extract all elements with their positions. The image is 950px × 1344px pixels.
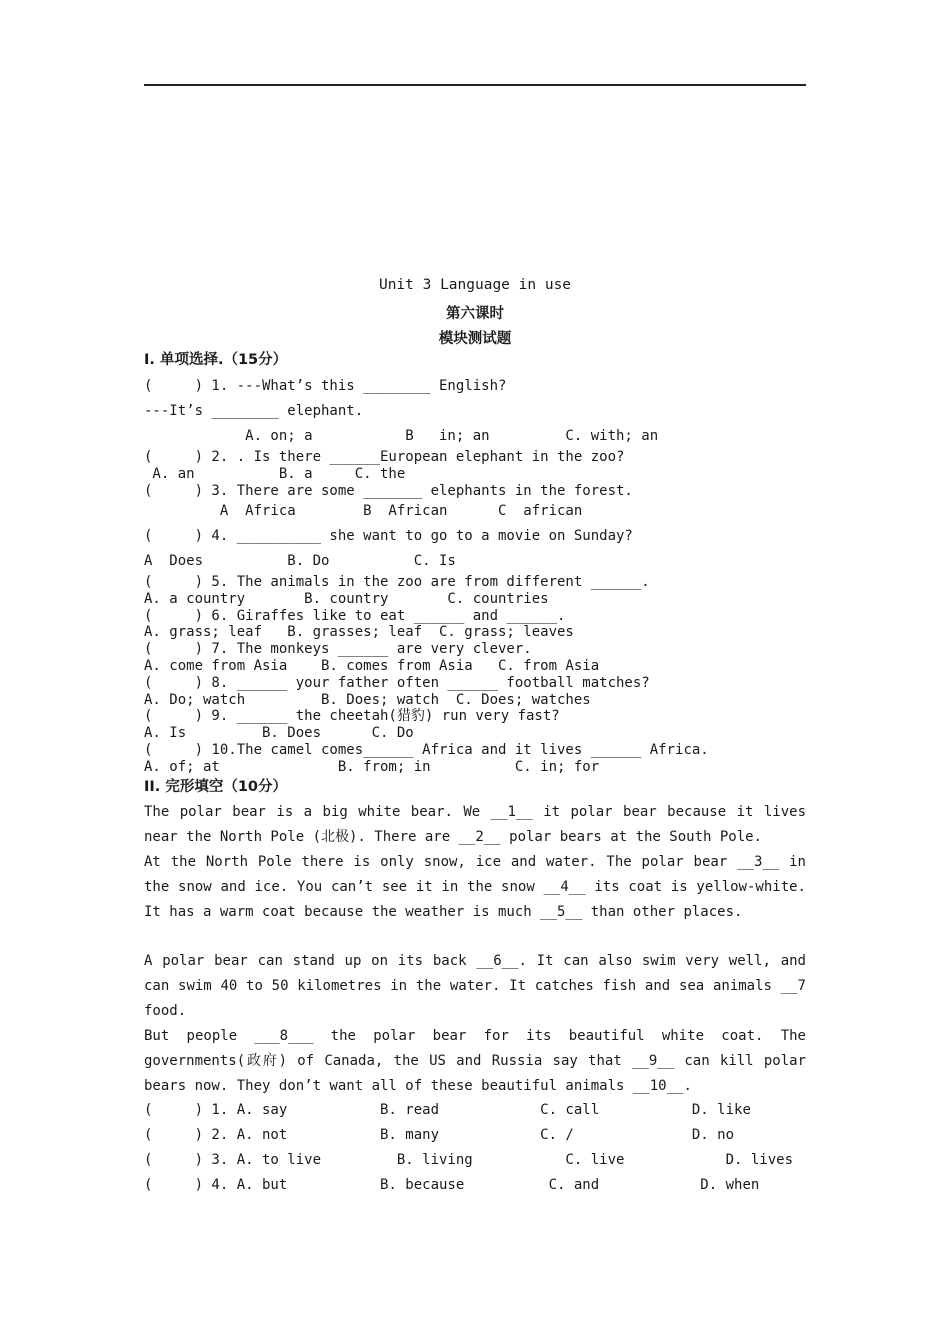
cloze-option: ( ) 3. A. to live B. living C. live D. lives — [144, 1152, 794, 1168]
cloze-paragraph: At the North Pole there is only snow, ice and water. The polar bear __3__ in the snow and ice. You can’t see it in the snow __4__ its coat is yellow-white. It has a warm coat because the weather is much __5__ than other places. — [144, 854, 806, 920]
page-title: Unit 3 Language in use — [378, 277, 572, 293]
s1-line: ( ) 2. . Is there ______European elephant in the zoo? — [144, 449, 625, 465]
cloze-paragraph: A polar bear can stand up on its back __6__. It can also swim very well, and can swim 40 to 50 kilometres in the water. It catches fish and sea animals __7 food. — [144, 953, 806, 1019]
s1-line: ---It’s ________ elephant. — [144, 403, 364, 419]
lesson-label: 第六课时 — [446, 306, 504, 322]
s1-line: A. on; a B in; an C. with; an — [144, 428, 659, 444]
s1-line: ( ) 8. ______ your father often ______ football matches? — [144, 675, 650, 691]
s1-line: ( ) 10.The camel comes______ Africa and it lives ______ Africa. — [144, 742, 709, 758]
s1-line: A. a country B. country C. countries — [144, 591, 549, 607]
s1-line: A Africa B African C african — [144, 503, 583, 519]
s1-line: ( ) 1. ---What’s this ________ English? — [144, 378, 507, 394]
s1-line: A. come from Asia B. comes from Asia C. from Asia — [144, 658, 600, 674]
cloze-option: ( ) 4. A. but B. because C. and D. when — [144, 1177, 760, 1193]
s1-line: ( ) 7. The monkeys ______ are very clever. — [144, 641, 532, 657]
s1-line: ( ) 4. __________ she want to go to a movie on Sunday? — [144, 528, 633, 544]
s1-line: A. Do; watch B. Does; watch C. Does; watches — [144, 692, 591, 708]
header-rule — [144, 84, 806, 86]
s1-line: ( ) 5. The animals in the zoo are from different ______. — [144, 574, 650, 590]
s1-line: A. grass; leaf B. grasses; leaf C. grass; leaves — [144, 624, 574, 640]
s1-line: ( ) 6. Giraffes like to eat ______ and ______. — [144, 608, 566, 624]
section2-heading: II. 完形填空（10分） — [144, 779, 288, 795]
s1-line: A. Is B. Does C. Do — [144, 725, 414, 741]
s1-line: A Does B. Do C. Is — [144, 553, 456, 569]
cloze-paragraph: The polar bear is a big white bear. We __1__ it polar bear because it lives near the North Pole (北极). There are __2__ polar bears at the South Pole. — [144, 804, 806, 845]
cloze-option: ( ) 2. A. not B. many C. / D. no — [144, 1127, 735, 1143]
s1-line: A. of; at B. from; in C. in; for — [144, 759, 600, 775]
s1-line: ( ) 3. There are some _______ elephants in the forest. — [144, 483, 633, 499]
cloze-option: ( ) 1. A. say B. read C. call D. like — [144, 1102, 751, 1118]
page-subtitle: 模块测试题 — [438, 331, 512, 347]
s1-line: ( ) 9. ______ the cheetah(猎豹) run very fast? — [144, 708, 560, 724]
cloze-paragraph: But people ___8___ the polar bear for its beautiful white coat. The governments(政府) of Canada, the US and Russia say that __9__ can kill polar bears now. They don’t want all of these beautiful animals __10__. — [144, 1028, 806, 1094]
s1-line: A. an B. a C. the — [144, 466, 406, 482]
section1-heading: I. 单项选择.（15分） — [144, 352, 288, 368]
